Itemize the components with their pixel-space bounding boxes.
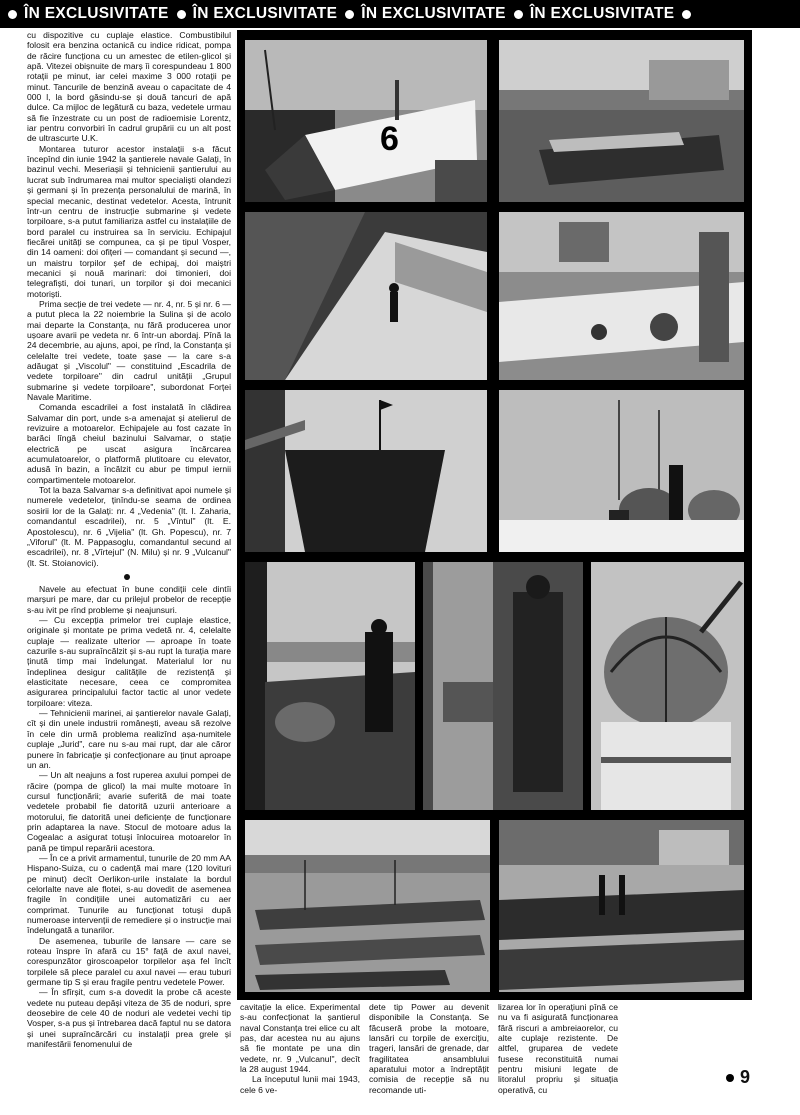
exclusive-banner: [0, 0, 800, 28]
article-column-bottom: [498, 1002, 618, 1095]
bullet-icon: [8, 10, 17, 19]
banner-text: ÎN EXCLUSIVITATE: [361, 5, 506, 22]
article-column-upper: [27, 30, 231, 575]
article-paragraph: — În ce a privit armamentul, tunurile de 20 mm AA Hispano-Suiza, cu o cadență mai mare (120 lovituri pe minut) decît Oerlikon-urile instalate la bordul celorlalte nave ale flotei, s-au dovedit de asemenea fragile în condițiile unei automatizări cu aer comprimat. Tunurile au funcționat totuși după numeroase intervenții de remediere și o instrucție mai îndelungată a tunarilor.: [27, 852, 232, 936]
photo-bow-flag: [245, 390, 487, 552]
article-paragraph: — Tehnicienii marinei, ai șantierelor navale Galați, cît și din unele industrii românești, aveau să rezolve în cele din urmă problema realizînd așa-numitele cuplaje „Jurid", care nu s-au mai rupt, dar ale căror punere în fabricație și confecționare au ținut aproape un an.: [27, 708, 231, 770]
bullet-icon: [345, 10, 354, 19]
photo-boat-closeup: [499, 212, 744, 380]
article-column-bottom: [369, 1002, 489, 1095]
article-paragraph: De asemenea, tuburile de lansare — care se roteau înspre în afară cu 15° față de axul navei, corespunzător giroscoapelor torpilelor așa fel încît torpilele să plece paralel cu axul navei — erau tuburi germane tip S și erau fragile pentru vedetele Power.: [27, 935, 231, 988]
photo-crew-member: [423, 562, 583, 810]
article-paragraph: cu dispozitive cu cuplaje elastice. Combustibilul folosit era benzina octanică cu indice ridicat, pompa de răcire funcționa cu un amestec de etilen-glicol și apă. Vitezei obișnuite de marș îi corespundeau 1 800 rotații pe minut, iar celei maxime 3 000 rotații pe minut. Tancurile de benzină aveau o capacitate de 4 000 l, la bord găsindu-se și două tancuri de apă dulce. Ca mijloc de legătură cu baza, vedetele urmau să fie înzestrate cu un post de radioemisie Lorentz, iar pentru convorbiri în cadrul grupării cu un alt post de ultrascurte U.K.: [27, 30, 231, 144]
photo-gun-cupola: [591, 562, 744, 810]
banner-text: ÎN EXCLUSIVITATE: [24, 5, 169, 22]
article-paragraph: cavitație la elice. Experimental s-au confecționat la șantierul naval Constanța trei elice cu alt pas, dar acestea nu au ajuns să fie montate pe una din vedete, nr. 9 „Vulcanul", decît la 28 august 1944.: [240, 1002, 360, 1075]
photo-boat-bow-number: [245, 40, 487, 202]
photo-officer-deck: [245, 562, 415, 810]
article-paragraph: — Un alt neajuns a fost ruperea axului pompei de răcire (pompa de glicol) la mai multe motoare în cursul funcționării; avarie suferită de mai toate vedetele probabil fie datorită uzurii anterioare a motorului, fie datorită unei deficiențe de funcționare prin adaptarea la nave. Stocul de motoare adus la Cogealac a asigurat totuși înlocuirea motoarelor în pană pe timpul reparării acestora.: [27, 770, 231, 853]
article-paragraph: Montarea tuturor acestor instalații s-a făcut începînd din iunie 1942 la șantierele navale Galați, în bazinul vechi. Meseriașii și tehnicienii șantierului au lucrat sub îndrumarea mai multor specialiști olandezi și germani și în prezența personalului de marină, în special mecanic, destinat vedetelor. Acesta, întrunit într-un centru de instrucție submarine și vedete torpiloare, s-a putut familiariza astfel cu instalațiile de bord paralel cu instruirea sa în serviciu. Echipajul fiecărei unități se compunea, ca și pe tipul Vosper, din 14 oameni: doi ofițeri — comandant și secund —, un maistru torpilor șef de echipaj, doi maiștri mecanici și nouă marinari: doi timonieri, doi telegrafiști, doi tunari, un torpilor și doi mecanici motoriști.: [27, 143, 231, 299]
photo-officers-turret: [499, 390, 744, 552]
article-paragraph: Prima secție de trei vedete — nr. 4, nr. 5 și nr. 6 — a putut pleca la 22 noiembrie la Sulina și de acolo mai departe la Constanța, nu fără producerea unor ușoare avarii pe vedeta nr. 6 într-un abordaj. Pînă la 24 decembrie, au ajuns, apoi, pe rînd, la Constanța și celelalte trei vedete, toate șase — la care s-a adăugat și „Viscolul" — constituind „Escadrila de vedete torpiloare" din cadrul unității „Grupul submarine și vedete torpiloare", subordonat Forței Navale Maritime.: [27, 298, 232, 403]
article-paragraph: Navele au efectuat în bune condiții cele dintîi marșuri pe mare, dar cu prilejul probelor de recepție s-au ivit pe rînd probleme și neajunsuri.: [27, 584, 231, 615]
banner-text: ÎN EXCLUSIVITATE: [192, 5, 338, 22]
photo-fleet-harbor: [245, 820, 490, 992]
article-paragraph: Comanda escadrilei a fost instalată în clădirea Salvamar din port, unde s-a amenajat și atelierul de revizuire a motoarelor. Echipajele au fost cazate în barăci lîngă cheiul bazinului Salvamar, o stație electrică pe uscat asigura încărcarea acumulatoarelor, o platformă plutitoare cu elevator, adusă în bazin, a încălzit cu abur pe timpul iernii compartimentele motoarelor.: [27, 402, 231, 485]
photo-collage: [237, 30, 752, 1000]
bullet-icon: [682, 10, 691, 19]
bullet-icon: [726, 1074, 734, 1082]
article-column-lower: [27, 584, 231, 1062]
article-paragraph: dete tip Power au devenit disponibile la Constanța. Se făcuseră probe la motoare, lansări cu torpile de exercițiu, trageri, lansări de grenade, dar fragilitatea ansamblului aparatului motor a îndreptățit comisia de recepție să nu recomande uti-: [369, 1002, 489, 1095]
photo-harbor-boats: [499, 40, 744, 202]
article-column-bottom: [240, 1002, 360, 1095]
page-number: [726, 1067, 750, 1088]
bullet-icon: [514, 10, 523, 19]
article-paragraph: La începutul lunii mai 1943, cele 6 ve-: [240, 1074, 360, 1095]
page-number-text: 9: [740, 1067, 751, 1087]
photo-deck-sailor: [245, 212, 487, 380]
boat-number-label: 6: [380, 120, 399, 158]
article-paragraph: Tot la baza Salvamar s-a definitivat apoi numele și numerele vedetelor, ținîndu-se seama de ordinea sosirii lor de la Galați: nr. 4 „Vedenia" (lt. I. Zaharia, comandantul escadrilei), nr. 5 „Vîntul" (lt. E. Apostolescu), nr. 6 „Vijelia" (lt. Gh. Popescu), nr. 7 „Viforul" (lt. M. Pappasoglu, comandantul secund al escadrilei), nr. 8 „Vîrtejul" (N. Milu) și nr. 9 „Vulcanul" (lt. St. Stoianovici).: [27, 485, 231, 568]
banner-text: ÎN EXCLUSIVITATE: [529, 5, 675, 22]
article-paragraph: lizarea lor în operațiuni pînă ce nu va fi asigurată funcționarea fără riscuri a ambreiaorelor, cu alte cuplaje rezistente. De altfel, gruparea de vedete fusese reconstituită numai pentru misiuni legate de litoralul propriu și situația operativă, cu: [498, 1002, 618, 1095]
article-paragraph: — În sfîrșit, cum s-a dovedit la probe că aceste vedete nu puteau depăși viteza de 35 de noduri, spre deosebire de cele 40 de noduri ale vedetei vechi tip Vosper, s-a pus și întrebarea dacă faptul nu se datora și unei supraîncărcări cu instalații prea grele și manifestării fenomenului de: [27, 987, 231, 1050]
bullet-icon: [177, 10, 186, 19]
section-bullet-icon: [124, 574, 130, 580]
photo-boats-moored: [499, 820, 744, 992]
article-paragraph: — Cu excepția primelor trei cuplaje elastice, originale și montate pe prima vedetă nr. 4, celelalte cuplaje — realizate ulterior — aproape în toate cazurile s-au supraîncălzit și s-au rupt la turația mare ținută timp mai îndelungat. Materialul lor nu îndeplinea desigur calitățile de rezistență și elasticitate necesare, ceea ce compromitea asigurarea principalului factor tactic al unor vedete torpiloare: viteza.: [27, 615, 231, 708]
